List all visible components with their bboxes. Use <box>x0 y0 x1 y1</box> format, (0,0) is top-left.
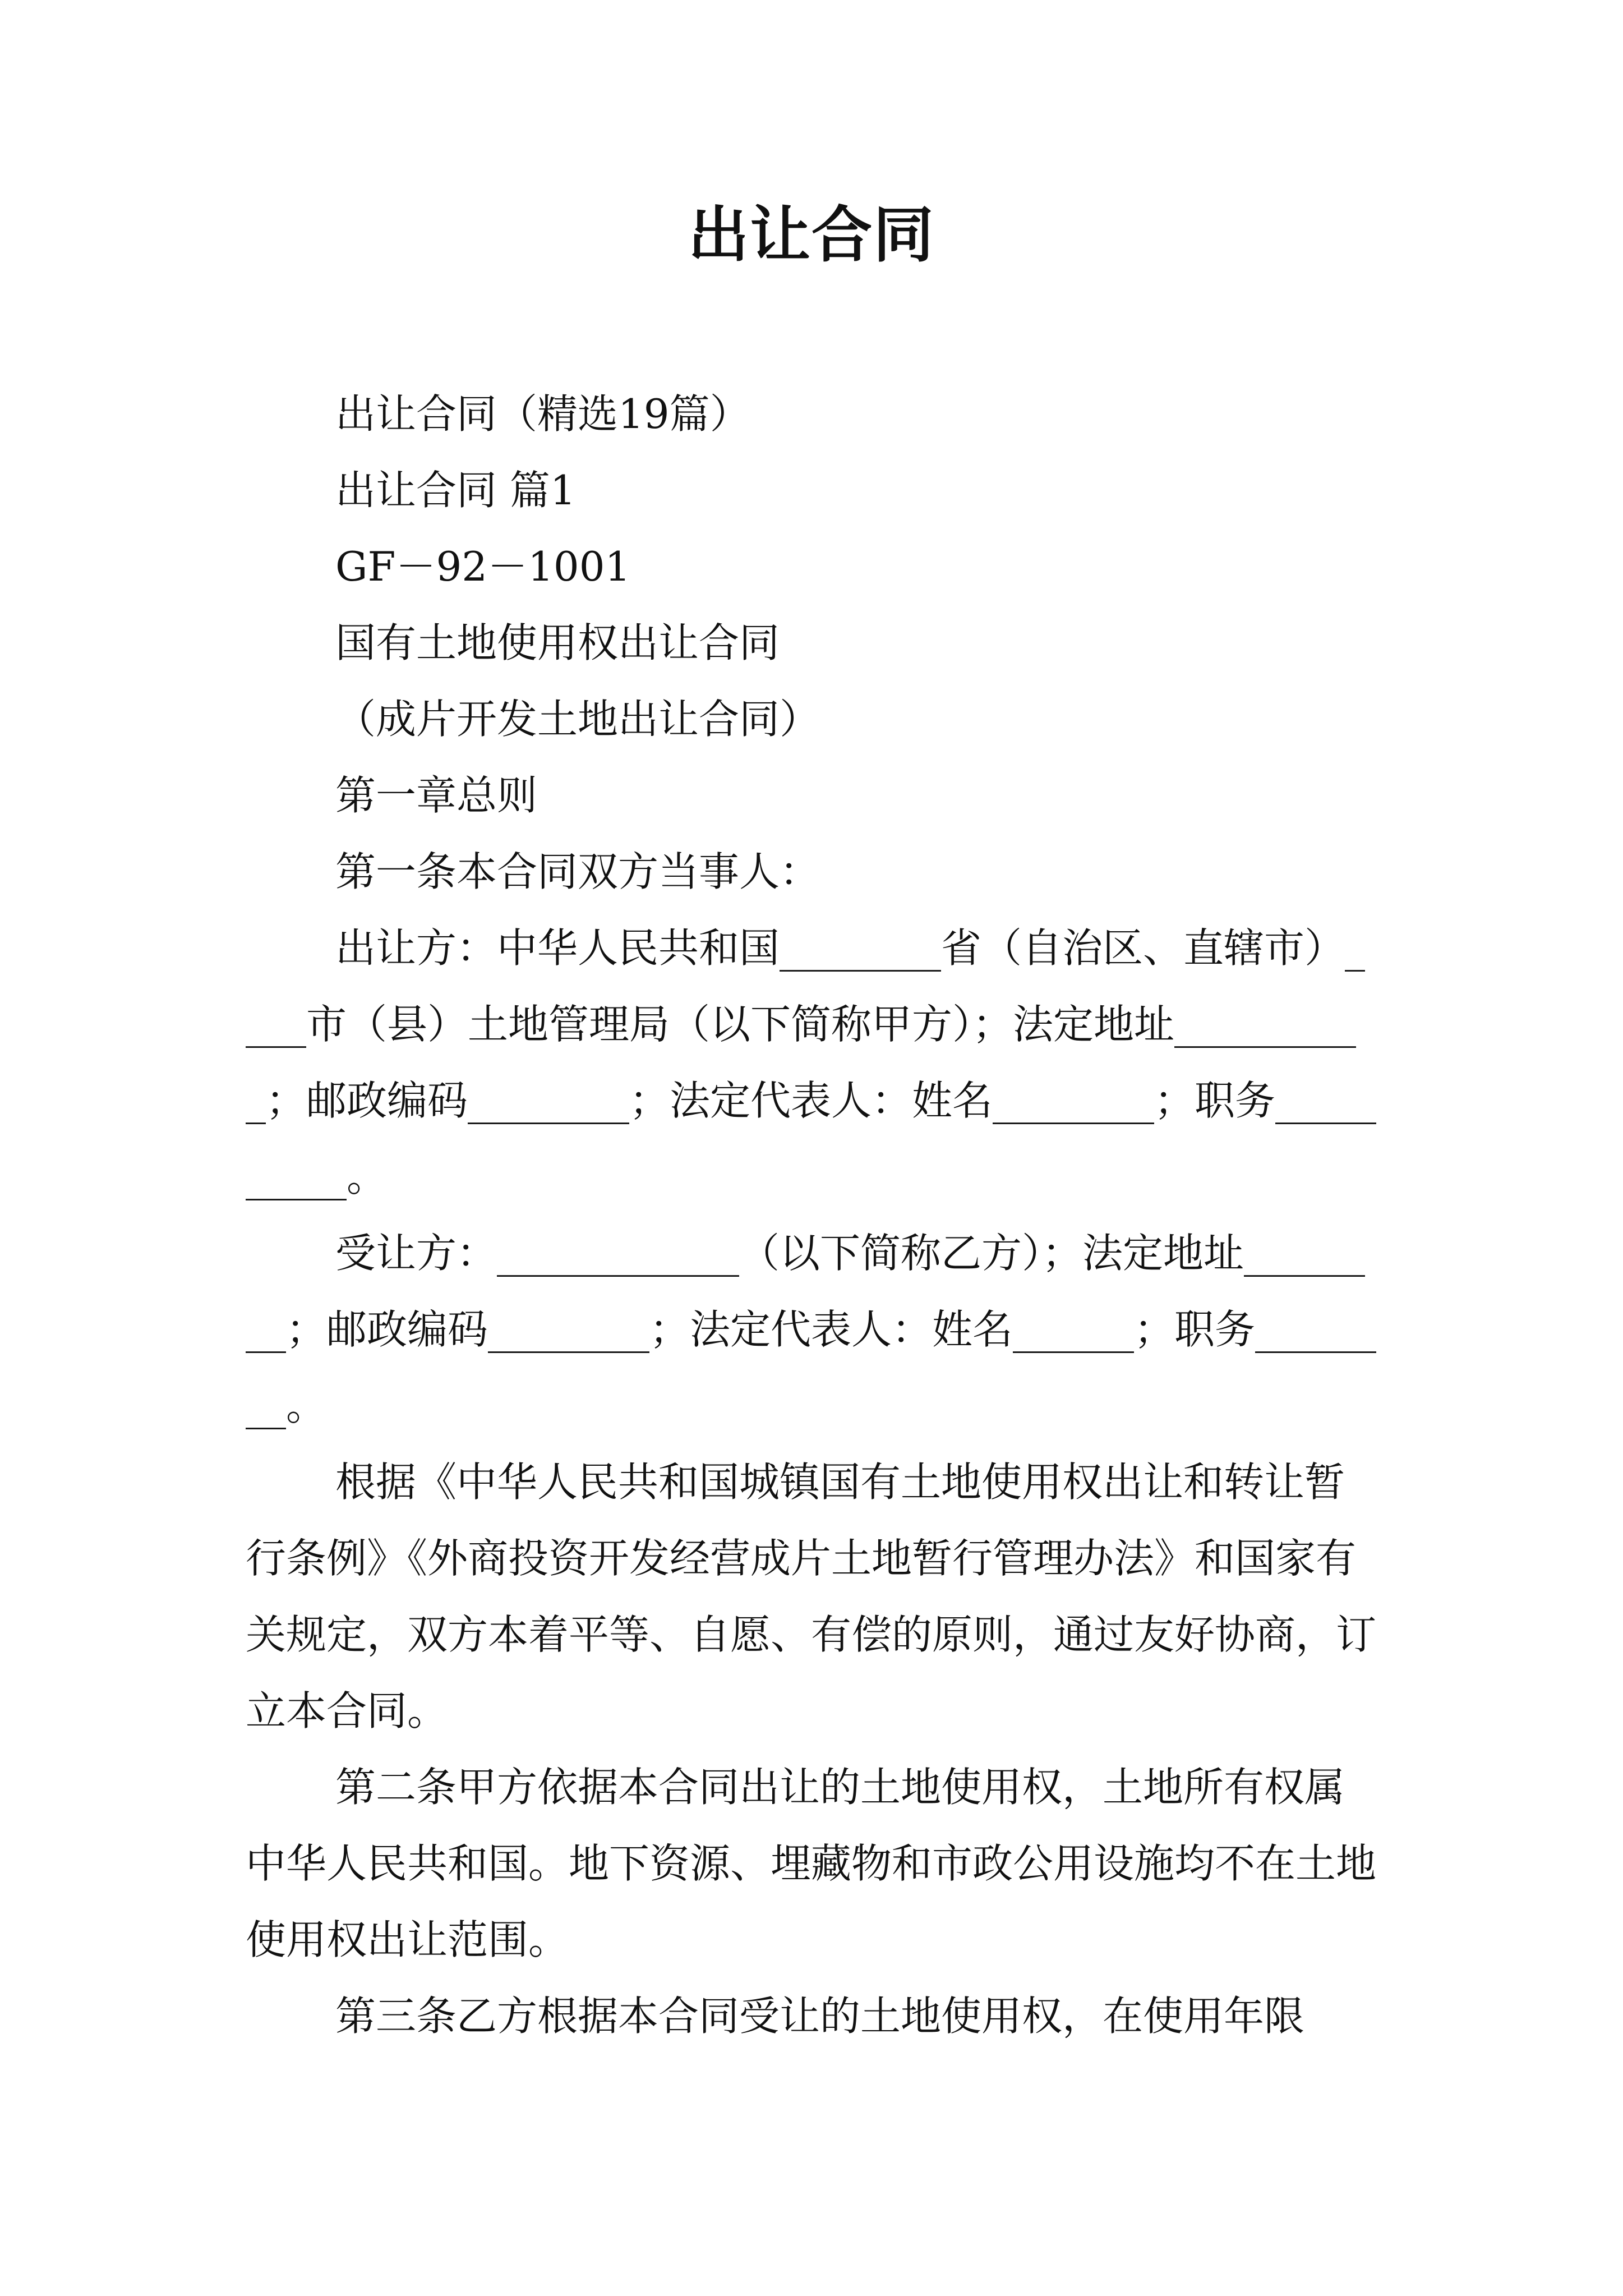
paragraph-transferor: 出让方：中华人民共和国________省（自治区、直辖市）____市（县）土地管理局（以下简称甲方）；法定地址__________；邮政编码________；法定代表人：姓名________；职务__________。 <box>246 924 1377 1200</box>
paragraph-article-1: 第一条本合同双方当事人： <box>335 848 820 895</box>
paragraph-legal-basis: 根据《中华人民共和国城镇国有土地使用权出让和转让暂行条例》《外商投资开发经营成片土地暂行管理办法》和国家有关规定，双方本着平等、自愿、有偿的原则，通过友好协商，订立本合同。 <box>246 1458 1377 1734</box>
paragraph-article-3: 第三条乙方根据本合同受让的土地使用权，在使用年限 <box>335 1993 1305 2040</box>
paragraph-subtitle: 出让合同（精选19篇） <box>335 390 750 438</box>
paragraph-part-heading: 出让合同 篇1 <box>335 467 576 514</box>
paragraph-transferee: 受让方：____________（以下简称乙方）；法定地址________；邮政编码________；法定代表人：姓名______；职务________。 <box>246 1230 1377 1429</box>
paragraph-contract-name: 国有土地使用权出让合同 <box>335 619 780 666</box>
document-body <box>246 376 1384 2054</box>
paragraph-contract-type: （成片开发土地出让合同） <box>335 696 820 743</box>
paragraph-contract-code: GF－92－1001 <box>335 543 631 590</box>
paragraph-chapter-heading: 第一章总则 <box>335 772 538 819</box>
paragraph-article-2: 第二条甲方依据本合同出让的土地使用权，土地所有权属中华人民共和国。地下资源、埋藏物和市政公用设施均不在土地使用权出让范围。 <box>246 1764 1377 1963</box>
document-title: 出让合同 <box>688 200 935 270</box>
